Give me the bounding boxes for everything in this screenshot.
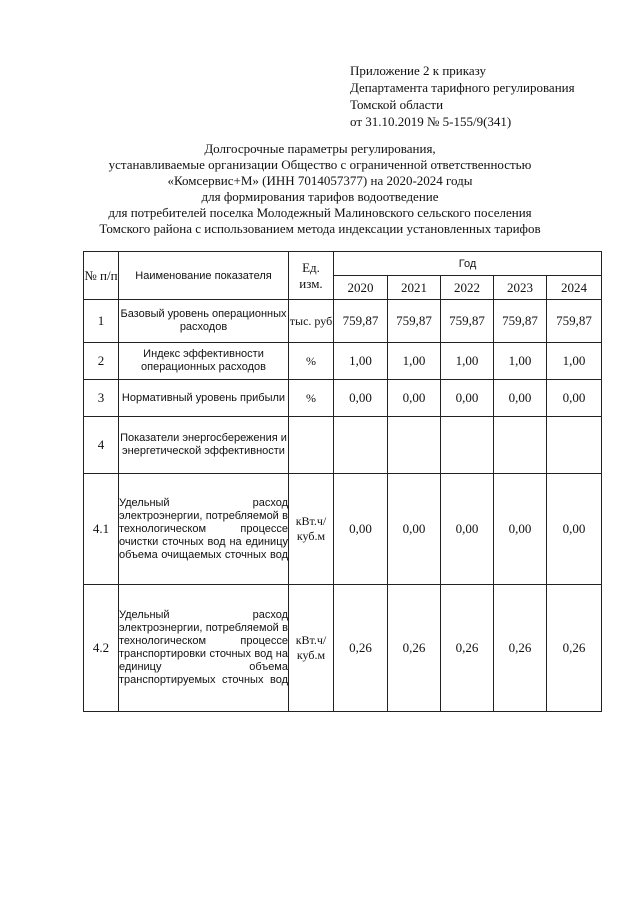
table-row [84, 474, 602, 585]
row-num: 3 [84, 380, 119, 417]
row-num: 1 [84, 300, 119, 343]
header-year: 2023 [494, 276, 547, 300]
row-value: 759,87 [494, 300, 547, 343]
header-name: Наименование показателя [119, 252, 289, 300]
row-name: Показатели энергосбережения и энергетической эффективности [119, 417, 289, 474]
header-year-group: Год [334, 252, 602, 276]
appendix-block [350, 62, 575, 130]
appendix-order-date: от 31.10.2019 № 5-155/9(341) [350, 114, 512, 129]
row-value: 0,26 [334, 585, 388, 712]
row-value: 1,00 [334, 343, 388, 380]
row-value: 1,00 [547, 343, 602, 380]
table-row [84, 343, 602, 380]
row-value: 0,00 [334, 380, 388, 417]
row-value [334, 417, 388, 474]
row-num: 4.2 [84, 585, 119, 712]
header-unit: Ед. изм. [289, 252, 334, 300]
row-unit [289, 417, 334, 474]
header-year: 2020 [334, 276, 388, 300]
row-value: 759,87 [441, 300, 494, 343]
row-value: 0,00 [388, 474, 441, 585]
row-value: 0,00 [494, 380, 547, 417]
row-value [494, 417, 547, 474]
title-line: для потребителей поселка Молодежный Малиновского сельского поселения [108, 205, 532, 220]
table-header-row [84, 252, 602, 276]
row-name: Нормативный уровень прибыли [119, 380, 289, 417]
table-row [84, 380, 602, 417]
row-unit: кВт.ч/куб.м [289, 585, 334, 712]
row-name: Индекс эффективности операционных расходов [119, 343, 289, 380]
row-value: 0,26 [494, 585, 547, 712]
row-value: 0,00 [547, 474, 602, 585]
header-year: 2022 [441, 276, 494, 300]
row-value: 0,00 [334, 474, 388, 585]
row-value: 0,26 [547, 585, 602, 712]
row-value: 1,00 [494, 343, 547, 380]
row-num: 4 [84, 417, 119, 474]
title-line: Долгосрочные параметры регулирования, [204, 141, 436, 156]
row-num: 4.1 [84, 474, 119, 585]
row-value [547, 417, 602, 474]
appendix-line: Департамента тарифного регулирования [350, 80, 575, 95]
row-unit: тыс. руб [289, 300, 334, 343]
table-row [84, 417, 602, 474]
row-value: 0,00 [547, 380, 602, 417]
row-value: 759,87 [388, 300, 441, 343]
header-num: № п/п [84, 252, 119, 300]
row-value: 0,00 [388, 380, 441, 417]
row-unit: % [289, 380, 334, 417]
table-row [84, 300, 602, 343]
appendix-line: Томской области [350, 97, 444, 112]
row-value: 759,87 [334, 300, 388, 343]
row-value: 759,87 [547, 300, 602, 343]
row-value: 0,00 [441, 474, 494, 585]
header-year: 2021 [388, 276, 441, 300]
appendix-line: Приложение 2 к приказу [350, 63, 487, 78]
title-line: «Комсервис+М» (ИНН 7014057377) на 2020-2024 годы [167, 173, 473, 188]
parameters-table [83, 251, 602, 712]
row-name: Удельный расход электроэнергии, потребляемой в технологическом процессе транспортировки сточных вод на единицу объема транспортируемых сточных вод [119, 585, 289, 712]
header-year: 2024 [547, 276, 602, 300]
row-name: Базовый уровень операционных расходов [119, 300, 289, 343]
table-row [84, 585, 602, 712]
row-value: 0,00 [494, 474, 547, 585]
row-value: 0,26 [441, 585, 494, 712]
row-unit: кВт.ч/куб.м [289, 474, 334, 585]
document-title [40, 141, 600, 237]
title-line: Томского района с использованием метода индексации установленных тарифов [99, 221, 541, 236]
row-value [441, 417, 494, 474]
row-unit: % [289, 343, 334, 380]
row-value: 0,00 [441, 380, 494, 417]
row-value [388, 417, 441, 474]
row-value: 1,00 [388, 343, 441, 380]
row-value: 0,26 [388, 585, 441, 712]
title-line: устанавливаемые организации Общество с ограниченной ответственностью [108, 157, 532, 172]
row-value: 1,00 [441, 343, 494, 380]
row-name: Удельный расход электроэнергии, потребляемой в технологическом процессе очистки сточных вод на единицу объема очищаемых сточных вод [119, 474, 289, 585]
row-num: 2 [84, 343, 119, 380]
title-line: для формирования тарифов водоотведение [201, 189, 439, 204]
